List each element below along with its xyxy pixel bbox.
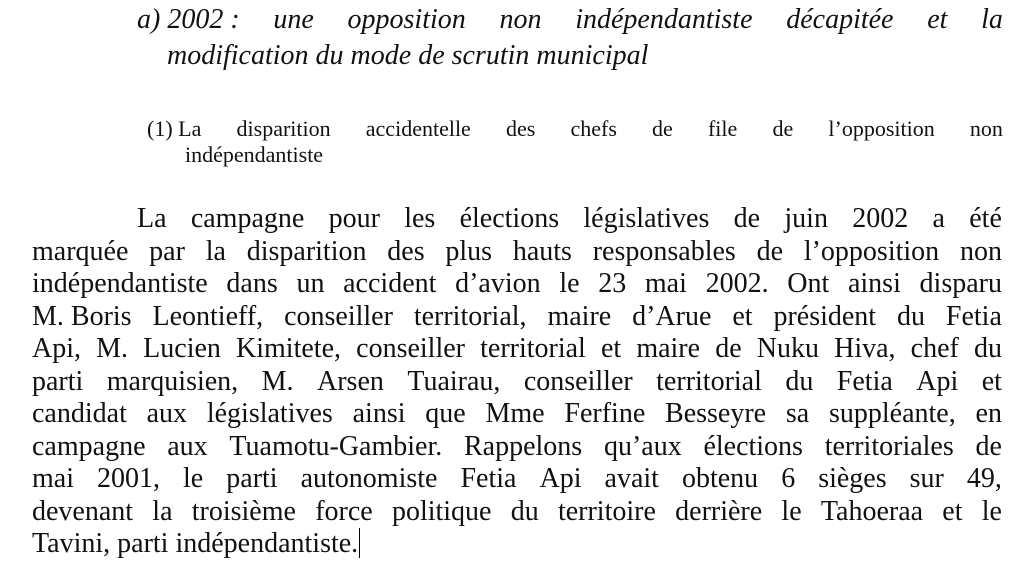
- paragraph-word: non: [959, 235, 1002, 267]
- paragraph-word: obtenu: [681, 463, 759, 494]
- paragraph-word: aux: [146, 398, 188, 429]
- paragraph-line: [32, 496, 1002, 529]
- paragraph-word: Rappelons: [463, 430, 583, 462]
- paragraph-word: 2002: [852, 203, 909, 234]
- paragraph-line: [32, 333, 1002, 366]
- paragraph-last-line-text: Tavini, parti indépendantiste.: [32, 528, 359, 559]
- paragraph-word: avait: [604, 463, 659, 494]
- paragraph-line: [32, 236, 1002, 269]
- paragraph-word: de: [733, 203, 761, 234]
- section-heading-a: [137, 2, 1003, 74]
- paragraph-word: ainsi: [352, 398, 406, 429]
- paragraph-word: parti: [226, 463, 278, 494]
- paragraph-last-line: [32, 528, 1002, 561]
- paragraph-word: Tahoeraa: [820, 495, 924, 527]
- paragraph-word: d’Arue: [632, 300, 712, 332]
- paragraph-word: Besseyre: [665, 398, 767, 429]
- paragraph-word: et: [600, 333, 622, 364]
- paragraph-word: président: [773, 300, 877, 332]
- paragraph-word: dans: [226, 268, 278, 299]
- heading-a-word: la: [981, 4, 1003, 35]
- paragraph-word: disparu: [919, 268, 1002, 299]
- heading-1-word: non: [969, 116, 1003, 141]
- paragraph-word: campagne: [190, 203, 305, 234]
- paragraph-word: maire: [636, 333, 701, 364]
- paragraph-word: le: [781, 495, 802, 527]
- paragraph-word: campagne: [32, 430, 146, 462]
- paragraph-word: Ont: [787, 268, 830, 299]
- heading-a-line-1: [137, 2, 1003, 38]
- paragraph-word: autonomiste: [300, 463, 438, 494]
- paragraph-word: législatives: [583, 203, 710, 234]
- paragraph-word: sur: [909, 463, 944, 494]
- paragraph-line: [32, 366, 1002, 399]
- heading-a-word: opposition: [347, 4, 466, 35]
- heading-1-word: des: [505, 116, 536, 141]
- paragraph-word: conseiller: [356, 333, 465, 364]
- paragraph-word: territorial: [656, 365, 762, 397]
- paragraph-word: La: [137, 203, 167, 234]
- heading-1-word: disparition: [236, 116, 331, 141]
- paragraph-word: Leontieff,: [152, 300, 264, 332]
- paragraph-word: suppléante,: [829, 398, 956, 429]
- heading-1-word: (1) La: [147, 116, 202, 141]
- paragraph-word: derrière: [675, 495, 763, 527]
- paragraph-word: maire: [547, 300, 612, 332]
- paragraph-word: a: [932, 203, 945, 234]
- paragraph-word: Tuairau,: [407, 365, 501, 397]
- paragraph-word: territoriales: [824, 430, 954, 462]
- paragraph-word: qu’aux: [603, 430, 682, 462]
- paragraph-word: chef: [910, 333, 959, 364]
- paragraph-word: disparition: [246, 235, 367, 267]
- paragraph-word: le: [183, 463, 204, 494]
- paragraph-word: M. Boris: [32, 300, 132, 332]
- paragraph-word: Lucien: [143, 333, 221, 364]
- paragraph-word: Fetia: [836, 365, 893, 397]
- paragraph-word: politique: [391, 495, 492, 527]
- paragraph-word: juin: [784, 203, 828, 234]
- paragraph-word: été: [969, 203, 1002, 234]
- paragraph-word: devenant: [32, 495, 134, 527]
- paragraph-word: Hiva,: [834, 333, 896, 364]
- subsection-heading-1: [147, 116, 1003, 168]
- body-paragraph: [32, 203, 1002, 561]
- paragraph-word: indépendantiste: [32, 268, 208, 299]
- heading-1-word: de: [772, 116, 794, 141]
- paragraph-word: par: [149, 235, 185, 267]
- paragraph-word: la: [152, 495, 173, 527]
- heading-a-word: une: [273, 4, 314, 35]
- paragraph-word: de: [715, 333, 742, 364]
- paragraph-word: hauts: [512, 235, 572, 267]
- heading-a-word: décapitée: [786, 4, 894, 35]
- paragraph-line: [32, 431, 1002, 464]
- heading-1-line-2: indépendantiste: [185, 142, 324, 167]
- paragraph-word: que: [425, 398, 466, 429]
- paragraph-word: responsables: [592, 235, 736, 267]
- paragraph-word: et: [732, 300, 753, 332]
- paragraph-word: Arsen: [317, 365, 384, 397]
- paragraph-word: Api,: [32, 333, 81, 364]
- paragraph-line: [32, 301, 1002, 334]
- paragraph-word: conseiller: [284, 300, 393, 332]
- paragraph-word: mai: [644, 268, 687, 299]
- paragraph-word: parti: [32, 365, 84, 397]
- heading-1-word: de: [652, 116, 673, 141]
- paragraph-word: de: [975, 430, 1002, 462]
- paragraph-word: législatives: [206, 398, 333, 429]
- paragraph-word: Fetia: [945, 300, 1002, 332]
- paragraph-word: M.: [261, 365, 294, 397]
- paragraph-word: force: [315, 495, 373, 527]
- paragraph-word: Fetia: [460, 463, 517, 494]
- paragraph-word: plus: [445, 235, 493, 267]
- paragraph-word: du: [510, 495, 539, 527]
- paragraph-word: accident: [343, 268, 437, 299]
- paragraph-word: territorial: [480, 333, 586, 364]
- paragraph-word: du: [785, 365, 814, 397]
- paragraph-line: [32, 398, 1002, 431]
- heading-a-line-2: modification du mode de scrutin municipal: [167, 40, 649, 71]
- paragraph-word: 6: [781, 463, 796, 494]
- paragraph-word: candidat: [32, 398, 127, 429]
- paragraph-word: marquée: [32, 235, 129, 267]
- paragraph-word: d’avion: [455, 268, 541, 299]
- paragraph-word: Mme: [485, 398, 545, 429]
- paragraph-word: l’opposition: [803, 235, 940, 267]
- paragraph-word: des: [387, 235, 425, 267]
- paragraph-word: ainsi: [847, 268, 901, 299]
- paragraph-word: la: [205, 235, 226, 267]
- paragraph-word: élections: [459, 203, 560, 234]
- heading-a-word: indépendantiste: [575, 4, 753, 35]
- paragraph-word: sièges: [818, 463, 887, 494]
- paragraph-line: [32, 203, 1002, 236]
- heading-a-word: non: [499, 4, 542, 35]
- paragraph-word: et: [942, 495, 963, 527]
- paragraph-word: aux: [167, 430, 208, 462]
- paragraph-word: 2001,: [97, 463, 161, 494]
- paragraph-word: de: [756, 235, 784, 267]
- paragraph-word: élections: [703, 430, 803, 462]
- paragraph-word: et: [981, 365, 1002, 397]
- paragraph-word: Tuamotu-Gambier.: [229, 430, 443, 462]
- paragraph-line: [32, 268, 1002, 301]
- paragraph-word: 2002.: [705, 268, 769, 299]
- paragraph-word: du: [973, 333, 1002, 364]
- paragraph-word: Ferfine: [564, 398, 646, 429]
- heading-1-line-1: [147, 116, 1003, 142]
- paragraph-word: Kimitete,: [236, 333, 342, 364]
- paragraph-word: le: [559, 268, 580, 299]
- heading-1-word: file: [707, 116, 738, 141]
- paragraph-word: territoire: [557, 495, 656, 527]
- paragraph-word: M.: [96, 333, 129, 364]
- paragraph-word: territorial,: [413, 300, 527, 332]
- heading-1-word: l’opposition: [828, 116, 935, 141]
- paragraph-word: Api: [916, 365, 959, 397]
- paragraph-word: du: [896, 300, 925, 332]
- paragraph-word: Api: [539, 463, 582, 494]
- heading-1-word: chefs: [570, 116, 617, 141]
- heading-a-word: a) 2002 :: [137, 4, 240, 35]
- paragraph-line: [32, 463, 1002, 496]
- paragraph-word: les: [404, 203, 436, 234]
- paragraph-word: Nuku: [756, 333, 819, 364]
- paragraph-word: mai: [32, 463, 74, 494]
- paragraph-word: marquisien,: [106, 365, 239, 397]
- paragraph-word: sa: [785, 398, 810, 429]
- paragraph-word: troisième: [191, 495, 296, 527]
- paragraph-word: conseiller: [523, 365, 633, 397]
- paragraph-word: le: [981, 495, 1002, 527]
- paragraph-word: 23: [598, 268, 627, 299]
- heading-1-word: accidentelle: [365, 116, 471, 141]
- heading-a-word: et: [927, 4, 948, 35]
- paragraph-word: en: [975, 398, 1002, 429]
- paragraph-word: un: [296, 268, 325, 299]
- paragraph-word: 49,: [966, 463, 1002, 494]
- text-cursor: [359, 528, 360, 558]
- paragraph-word: pour: [328, 203, 380, 234]
